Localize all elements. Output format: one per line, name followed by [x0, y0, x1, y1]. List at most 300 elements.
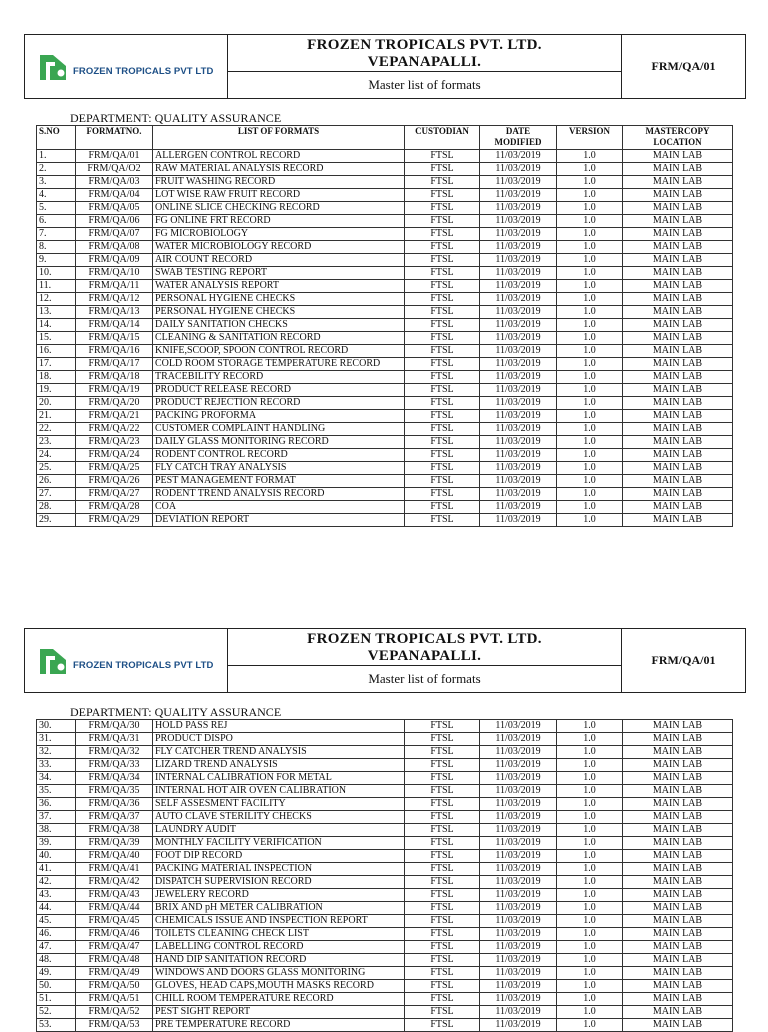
format-name-cell: KNIFE,SCOOP, SPOON CONTROL RECORD: [153, 345, 405, 358]
format-name-cell: PRODUCT REJECTION RECORD: [153, 397, 405, 410]
custodian-cell: FTSL: [405, 785, 480, 798]
sno-cell: 47.: [37, 941, 76, 954]
format-name-cell: FOOT DIP RECORD: [153, 850, 405, 863]
custodian-cell: FTSL: [405, 397, 480, 410]
format-name-cell: PEST SIGHT REPORT: [153, 1006, 405, 1019]
format-name-cell: AUTO CLAVE STERILITY CHECKS: [153, 811, 405, 824]
format-name-cell: CHEMICALS ISSUE AND INSPECTION REPORT: [153, 915, 405, 928]
table-row: [37, 1006, 733, 1019]
date-modified-cell: 11/03/2019: [480, 176, 557, 189]
location-cell: MAIN LAB: [623, 876, 733, 889]
custodian-cell: FTSL: [405, 358, 480, 371]
table-row: [37, 202, 733, 215]
location-cell: MAIN LAB: [623, 824, 733, 837]
sno-cell: 20.: [37, 397, 76, 410]
version-cell: 1.0: [557, 358, 623, 371]
format-name-cell: HOLD PASS REJ: [153, 720, 405, 733]
location-cell: MAIN LAB: [623, 863, 733, 876]
custodian-cell: FTSL: [405, 150, 480, 163]
version-cell: 1.0: [557, 785, 623, 798]
custodian-cell: FTSL: [405, 267, 480, 280]
format-name-cell: DEVIATION REPORT: [153, 514, 405, 527]
custodian-cell: FTSL: [405, 798, 480, 811]
version-cell: 1.0: [557, 824, 623, 837]
table-row: [37, 785, 733, 798]
custodian-cell: FTSL: [405, 772, 480, 785]
format-no-cell: FRM/QA/21: [76, 410, 153, 423]
version-cell: 1.0: [557, 280, 623, 293]
location-cell: MAIN LAB: [623, 150, 733, 163]
location-cell: MAIN LAB: [623, 176, 733, 189]
custodian-cell: FTSL: [405, 746, 480, 759]
format-no-cell: FRM/QA/37: [76, 811, 153, 824]
format-name-cell: PRODUCT DISPO: [153, 733, 405, 746]
format-no-cell: FRM/QA/50: [76, 980, 153, 993]
format-name-cell: COLD ROOM STORAGE TEMPERATURE RECORD: [153, 358, 405, 371]
version-cell: 1.0: [557, 980, 623, 993]
date-modified-cell: 11/03/2019: [480, 501, 557, 514]
date-modified-cell: 11/03/2019: [480, 759, 557, 772]
sno-cell: 4.: [37, 189, 76, 202]
format-no-cell: FRM/QA/34: [76, 772, 153, 785]
custodian-cell: FTSL: [405, 319, 480, 332]
version-cell: 1.0: [557, 720, 623, 733]
custodian-cell: FTSL: [405, 837, 480, 850]
format-name-cell: WATER MICROBIOLOGY RECORD: [153, 241, 405, 254]
version-cell: 1.0: [557, 850, 623, 863]
custodian-cell: FTSL: [405, 1019, 480, 1032]
location-cell: MAIN LAB: [623, 397, 733, 410]
document-subtitle: Master list of formats: [368, 671, 481, 686]
date-modified-cell: 11/03/2019: [480, 280, 557, 293]
date-modified-cell: 11/03/2019: [480, 488, 557, 501]
version-cell: 1.0: [557, 501, 623, 514]
format-no-cell: FRM/QA/09: [76, 254, 153, 267]
table-row: [37, 941, 733, 954]
table-row: [37, 293, 733, 306]
date-modified-cell: 11/03/2019: [480, 980, 557, 993]
version-cell: 1.0: [557, 150, 623, 163]
sno-cell: 51.: [37, 993, 76, 1006]
logo: [25, 629, 228, 692]
format-no-cell: FRM/QA/39: [76, 837, 153, 850]
format-no-cell: FRM/QA/20: [76, 397, 153, 410]
table-row: [37, 876, 733, 889]
sno-cell: 16.: [37, 345, 76, 358]
custodian-cell: FTSL: [405, 889, 480, 902]
format-name-cell: CHILL ROOM TEMPERATURE RECORD: [153, 993, 405, 1006]
sno-cell: 50.: [37, 980, 76, 993]
format-name-cell: LAUNDRY AUDIT: [153, 824, 405, 837]
custodian-cell: FTSL: [405, 449, 480, 462]
company-location: VEPANAPALLI.: [367, 648, 482, 664]
date-modified-cell: 11/03/2019: [480, 876, 557, 889]
custodian-cell: FTSL: [405, 902, 480, 915]
sno-cell: 6.: [37, 215, 76, 228]
format-name-cell: SELF ASSESMENT FACILITY: [153, 798, 405, 811]
custodian-cell: FTSL: [405, 811, 480, 824]
format-no-cell: FRM/QA/31: [76, 733, 153, 746]
format-name-cell: FLY CATCHER TREND ANALYSIS: [153, 746, 405, 759]
date-modified-cell: 11/03/2019: [480, 1006, 557, 1019]
format-name-cell: PACKING MATERIAL INSPECTION: [153, 863, 405, 876]
company-name: FROZEN TROPICALS PVT. LTD.: [307, 37, 542, 53]
company-logo-icon: [39, 646, 69, 676]
format-no-cell: FRM/QA/48: [76, 954, 153, 967]
sno-cell: 22.: [37, 423, 76, 436]
custodian-cell: FTSL: [405, 215, 480, 228]
sno-cell: 18.: [37, 371, 76, 384]
date-modified-cell: 11/03/2019: [480, 1019, 557, 1032]
sno-cell: 26.: [37, 475, 76, 488]
format-name-cell: SWAB TESTING REPORT: [153, 267, 405, 280]
sno-cell: 13.: [37, 306, 76, 319]
table-body-page1: [37, 150, 733, 527]
location-cell: MAIN LAB: [623, 915, 733, 928]
custodian-cell: FTSL: [405, 202, 480, 215]
location-cell: MAIN LAB: [623, 1019, 733, 1032]
custodian-cell: FTSL: [405, 941, 480, 954]
version-cell: 1.0: [557, 993, 623, 1006]
date-modified-cell: 11/03/2019: [480, 371, 557, 384]
format-name-cell: DISPATCH SUPERVISION RECORD: [153, 876, 405, 889]
format-name-cell: PERSONAL HYGIENE CHECKS: [153, 293, 405, 306]
location-cell: MAIN LAB: [623, 475, 733, 488]
department-label: DEPARTMENT: QUALITY ASSURANCE: [70, 705, 282, 719]
version-cell: 1.0: [557, 462, 623, 475]
custodian-cell: FTSL: [405, 915, 480, 928]
date-modified-cell: 11/03/2019: [480, 150, 557, 163]
formats-table-page2: [36, 719, 733, 1032]
custodian-cell: FTSL: [405, 501, 480, 514]
table-row: [37, 319, 733, 332]
date-modified-cell: 11/03/2019: [480, 345, 557, 358]
location-cell: MAIN LAB: [623, 785, 733, 798]
table-row: [37, 176, 733, 189]
version-cell: 1.0: [557, 423, 623, 436]
custodian-cell: FTSL: [405, 993, 480, 1006]
sno-cell: 53.: [37, 1019, 76, 1032]
table-row: [37, 449, 733, 462]
location-cell: MAIN LAB: [623, 163, 733, 176]
location-cell: MAIN LAB: [623, 462, 733, 475]
format-no-cell: FRM/QA/30: [76, 720, 153, 733]
date-modified-cell: 11/03/2019: [480, 889, 557, 902]
table-row: [37, 746, 733, 759]
format-no-cell: FRM/QA/40: [76, 850, 153, 863]
table-row: [37, 254, 733, 267]
column-header: MASTERCOPY LOCATION: [623, 126, 733, 150]
table-row: [37, 371, 733, 384]
format-name-cell: FG MICROBIOLOGY: [153, 228, 405, 241]
format-name-cell: CUSTOMER COMPLAINT HANDLING: [153, 423, 405, 436]
sno-cell: 27.: [37, 488, 76, 501]
sno-cell: 52.: [37, 1006, 76, 1019]
table-row: [37, 824, 733, 837]
table-row: [37, 928, 733, 941]
document-subtitle: Master list of formats: [368, 77, 481, 92]
version-cell: 1.0: [557, 371, 623, 384]
custodian-cell: FTSL: [405, 228, 480, 241]
sno-cell: 33.: [37, 759, 76, 772]
version-cell: 1.0: [557, 267, 623, 280]
version-cell: 1.0: [557, 319, 623, 332]
sno-cell: 25.: [37, 462, 76, 475]
date-modified-cell: 11/03/2019: [480, 514, 557, 527]
custodian-cell: FTSL: [405, 733, 480, 746]
location-cell: MAIN LAB: [623, 267, 733, 280]
version-cell: 1.0: [557, 811, 623, 824]
table-row: [37, 475, 733, 488]
format-name-cell: PACKING PROFORMA: [153, 410, 405, 423]
format-no-cell: FRM/QA/46: [76, 928, 153, 941]
format-name-cell: RAW MATERIAL ANALYSIS RECORD: [153, 163, 405, 176]
location-cell: MAIN LAB: [623, 449, 733, 462]
format-name-cell: HAND DIP SANITATION RECORD: [153, 954, 405, 967]
date-modified-cell: 11/03/2019: [480, 449, 557, 462]
column-header: DATE MODIFIED: [480, 126, 557, 150]
column-header: VERSION: [557, 126, 623, 150]
location-cell: MAIN LAB: [623, 189, 733, 202]
format-name-cell: GLOVES, HEAD CAPS,MOUTH MASKS RECORD: [153, 980, 405, 993]
table-body-page2: [37, 720, 733, 1032]
location-cell: MAIN LAB: [623, 772, 733, 785]
table-row: [37, 423, 733, 436]
custodian-cell: FTSL: [405, 759, 480, 772]
custodian-cell: FTSL: [405, 189, 480, 202]
custodian-cell: FTSL: [405, 824, 480, 837]
format-no-cell: FRM/QA/53: [76, 1019, 153, 1032]
sno-cell: 12.: [37, 293, 76, 306]
version-cell: 1.0: [557, 488, 623, 501]
format-name-cell: PRE TEMPERATURE RECORD: [153, 1019, 405, 1032]
location-cell: MAIN LAB: [623, 332, 733, 345]
custodian-cell: FTSL: [405, 332, 480, 345]
sno-cell: 34.: [37, 772, 76, 785]
format-name-cell: BRIX AND pH METER CALIBRATION: [153, 902, 405, 915]
form-code: FRM/QA/01: [651, 59, 716, 73]
format-no-cell: FRM/QA/42: [76, 876, 153, 889]
location-cell: MAIN LAB: [623, 967, 733, 980]
location-cell: MAIN LAB: [623, 902, 733, 915]
format-name-cell: FG ONLINE FRT RECORD: [153, 215, 405, 228]
sno-cell: 17.: [37, 358, 76, 371]
table-row: [37, 436, 733, 449]
sno-cell: 11.: [37, 280, 76, 293]
page2-header: [24, 628, 746, 693]
version-cell: 1.0: [557, 436, 623, 449]
title-block: [228, 629, 622, 692]
format-name-cell: RODENT TREND ANALYSIS RECORD: [153, 488, 405, 501]
custodian-cell: FTSL: [405, 163, 480, 176]
location-cell: MAIN LAB: [623, 733, 733, 746]
table-row: [37, 837, 733, 850]
version-cell: 1.0: [557, 928, 623, 941]
table-row: [37, 980, 733, 993]
table-row: [37, 150, 733, 163]
format-name-cell: PERSONAL HYGIENE CHECKS: [153, 306, 405, 319]
sno-cell: 9.: [37, 254, 76, 267]
sno-cell: 31.: [37, 733, 76, 746]
version-cell: 1.0: [557, 967, 623, 980]
location-cell: MAIN LAB: [623, 345, 733, 358]
version-cell: 1.0: [557, 772, 623, 785]
format-no-cell: FRM/QA/05: [76, 202, 153, 215]
sno-cell: 21.: [37, 410, 76, 423]
format-name-cell: WATER ANALYSIS REPORT: [153, 280, 405, 293]
location-cell: MAIN LAB: [623, 215, 733, 228]
format-name-cell: TRACEBILITY RECORD: [153, 371, 405, 384]
sno-cell: 43.: [37, 889, 76, 902]
table-row: [37, 798, 733, 811]
sno-cell: 10.: [37, 267, 76, 280]
format-no-cell: FRM/QA/O2: [76, 163, 153, 176]
table-row: [37, 811, 733, 824]
format-no-cell: FRM/QA/45: [76, 915, 153, 928]
custodian-cell: FTSL: [405, 876, 480, 889]
format-no-cell: FRM/QA/11: [76, 280, 153, 293]
custodian-cell: FTSL: [405, 423, 480, 436]
table-row: [37, 163, 733, 176]
format-no-cell: FRM/QA/29: [76, 514, 153, 527]
version-cell: 1.0: [557, 228, 623, 241]
table-row: [37, 759, 733, 772]
format-no-cell: FRM/QA/43: [76, 889, 153, 902]
location-cell: MAIN LAB: [623, 837, 733, 850]
title-block: [228, 35, 622, 98]
version-cell: 1.0: [557, 915, 623, 928]
format-no-cell: FRM/QA/26: [76, 475, 153, 488]
format-name-cell: FRUIT WASHING RECORD: [153, 176, 405, 189]
date-modified-cell: 11/03/2019: [480, 902, 557, 915]
version-cell: 1.0: [557, 863, 623, 876]
date-modified-cell: 11/03/2019: [480, 928, 557, 941]
format-no-cell: FRM/QA/13: [76, 306, 153, 319]
sno-cell: 49.: [37, 967, 76, 980]
format-no-cell: FRM/QA/24: [76, 449, 153, 462]
format-name-cell: LOT WISE RAW FRUIT RECORD: [153, 189, 405, 202]
format-name-cell: INTERNAL HOT AIR OVEN CALIBRATION: [153, 785, 405, 798]
table-row: [37, 189, 733, 202]
format-name-cell: INTERNAL CALIBRATION FOR METAL: [153, 772, 405, 785]
location-cell: MAIN LAB: [623, 488, 733, 501]
table-row: [37, 241, 733, 254]
table-row: [37, 267, 733, 280]
sno-cell: 35.: [37, 785, 76, 798]
location-cell: MAIN LAB: [623, 241, 733, 254]
date-modified-cell: 11/03/2019: [480, 954, 557, 967]
location-cell: MAIN LAB: [623, 889, 733, 902]
location-cell: MAIN LAB: [623, 811, 733, 824]
logo: [25, 35, 228, 98]
version-cell: 1.0: [557, 475, 623, 488]
custodian-cell: FTSL: [405, 980, 480, 993]
location-cell: MAIN LAB: [623, 384, 733, 397]
date-modified-cell: 11/03/2019: [480, 863, 557, 876]
format-no-cell: FRM/QA/19: [76, 384, 153, 397]
company-title: [228, 629, 621, 666]
company-logo-icon: [39, 52, 69, 82]
format-no-cell: FRM/QA/04: [76, 189, 153, 202]
format-name-cell: JEWELERY RECORD: [153, 889, 405, 902]
custodian-cell: FTSL: [405, 462, 480, 475]
custodian-cell: FTSL: [405, 436, 480, 449]
date-modified-cell: 11/03/2019: [480, 384, 557, 397]
date-modified-cell: 11/03/2019: [480, 358, 557, 371]
sno-cell: 45.: [37, 915, 76, 928]
table-row: [37, 889, 733, 902]
version-cell: 1.0: [557, 384, 623, 397]
sno-cell: 36.: [37, 798, 76, 811]
format-no-cell: FRM/QA/32: [76, 746, 153, 759]
version-cell: 1.0: [557, 241, 623, 254]
format-no-cell: FRM/QA/44: [76, 902, 153, 915]
sno-cell: 37.: [37, 811, 76, 824]
form-code: FRM/QA/01: [651, 653, 716, 667]
format-no-cell: FRM/QA/49: [76, 967, 153, 980]
date-modified-cell: 11/03/2019: [480, 293, 557, 306]
version-cell: 1.0: [557, 345, 623, 358]
date-modified-cell: 11/03/2019: [480, 733, 557, 746]
format-no-cell: FRM/QA/08: [76, 241, 153, 254]
location-cell: MAIN LAB: [623, 980, 733, 993]
format-no-cell: FRM/QA/47: [76, 941, 153, 954]
custodian-cell: FTSL: [405, 371, 480, 384]
version-cell: 1.0: [557, 163, 623, 176]
version-cell: 1.0: [557, 837, 623, 850]
version-cell: 1.0: [557, 254, 623, 267]
format-no-cell: FRM/QA/17: [76, 358, 153, 371]
location-cell: MAIN LAB: [623, 928, 733, 941]
format-name-cell: CLEANING & SANITATION RECORD: [153, 332, 405, 345]
logo-text: FROZEN TROPICALS PVT LTD: [73, 66, 214, 77]
format-no-cell: FRM/QA/16: [76, 345, 153, 358]
table-row: [37, 345, 733, 358]
date-modified-cell: 11/03/2019: [480, 228, 557, 241]
column-header: S.NO: [37, 126, 76, 150]
logo-text: FROZEN TROPICALS PVT LTD: [73, 660, 214, 671]
version-cell: 1.0: [557, 176, 623, 189]
date-modified-cell: 11/03/2019: [480, 306, 557, 319]
table-row: [37, 850, 733, 863]
location-cell: MAIN LAB: [623, 746, 733, 759]
sno-cell: 38.: [37, 824, 76, 837]
date-modified-cell: 11/03/2019: [480, 267, 557, 280]
version-cell: 1.0: [557, 889, 623, 902]
location-cell: MAIN LAB: [623, 993, 733, 1006]
custodian-cell: FTSL: [405, 254, 480, 267]
custodian-cell: FTSL: [405, 293, 480, 306]
version-cell: 1.0: [557, 397, 623, 410]
table-row: [37, 410, 733, 423]
format-name-cell: DAILY SANITATION CHECKS: [153, 319, 405, 332]
custodian-cell: FTSL: [405, 967, 480, 980]
format-name-cell: COA: [153, 501, 405, 514]
table-row: [37, 384, 733, 397]
version-cell: 1.0: [557, 876, 623, 889]
column-header: LIST OF FORMATS: [153, 126, 405, 150]
date-modified-cell: 11/03/2019: [480, 241, 557, 254]
version-cell: 1.0: [557, 1019, 623, 1032]
table-row: [37, 358, 733, 371]
version-cell: 1.0: [557, 514, 623, 527]
version-cell: 1.0: [557, 798, 623, 811]
version-cell: 1.0: [557, 759, 623, 772]
version-cell: 1.0: [557, 746, 623, 759]
format-name-cell: PEST MANAGEMENT FORMAT: [153, 475, 405, 488]
sno-cell: 5.: [37, 202, 76, 215]
location-cell: MAIN LAB: [623, 358, 733, 371]
